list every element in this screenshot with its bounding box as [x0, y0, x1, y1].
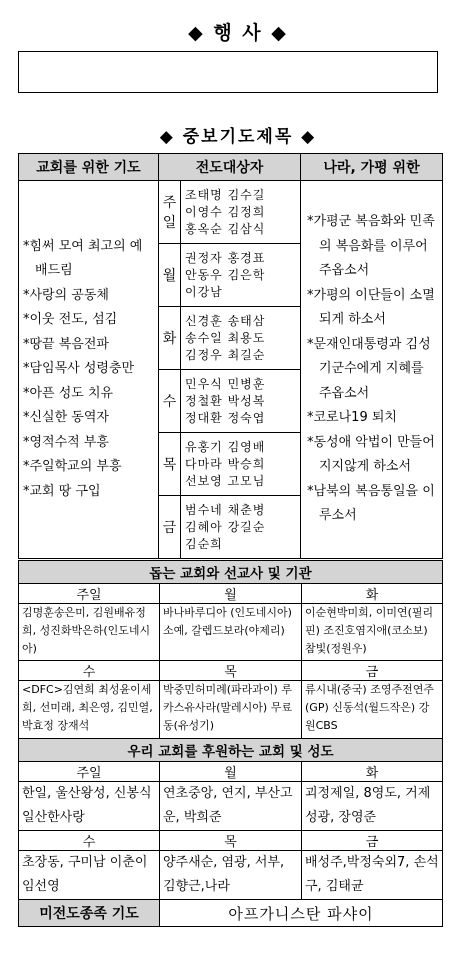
header-nation: 나라, 가평 위한 — [301, 154, 443, 181]
evangelism-day: 월 — [159, 244, 181, 307]
unreached-label: 미전도종족 기도 — [19, 900, 160, 927]
church-item: *교회 땅 구입 — [23, 483, 101, 499]
church-item: *담임목사 성령충만 — [23, 361, 135, 377]
missions-entry: 류시내(중국) 조영주전연주(GP) 신동석(월드작은) 강원CBS — [302, 681, 443, 739]
prayer-title: ◆ 중보기도제목 ◆ — [159, 127, 317, 147]
nation-item: *동성애 악법이 만들어 지지않게 하소서 — [307, 434, 435, 475]
supporters-day: 주일 — [19, 762, 160, 782]
supporters-day: 금 — [302, 831, 443, 851]
nation-item: *가평의 이단들이 소멸되게 하소서 — [307, 287, 435, 328]
church-item: *신실한 동역자 — [23, 410, 109, 426]
prayer-table — [18, 153, 443, 559]
church-item: *영적수적 부흥 — [23, 434, 109, 450]
church-item: *힘써 모여 최고의 예배드림 — [23, 238, 143, 279]
church-item: *땅끝 복음전파 — [23, 336, 109, 352]
evangelism-names — [181, 496, 301, 559]
name-line: 다마라 박승희 — [185, 456, 266, 471]
nation-item: *문재인대통령과 김성기군수에게 지혜를 주옵소서 — [307, 336, 431, 401]
evangelism-names — [181, 244, 301, 307]
supporters-entry: 연초중앙, 연지, 부산고운, 박희준 — [160, 782, 302, 831]
missions-entry: 이순현박미희, 이미연(필리핀) 조진호염지애(코소보) 참빛(정원우) — [302, 604, 443, 661]
nation-item: *가평군 복음화와 민족의 복음화를 이루어 주옵소서 — [307, 214, 435, 279]
name-line: 이영수 김정희 — [185, 204, 266, 219]
missions-day: 화 — [302, 584, 443, 604]
church-item: *이웃 전도, 섬김 — [23, 312, 118, 328]
missions-day: 목 — [160, 661, 302, 681]
nation-prayer-list — [301, 181, 443, 559]
name-line: 정철환 박성복 — [185, 393, 266, 408]
supporters-day: 수 — [19, 831, 160, 851]
supporters-entry: 한일, 울산왕성, 신봉식 일산한사랑 — [19, 782, 160, 831]
evangelism-day: 화 — [159, 307, 181, 370]
missions-entry: 바나바루디아 (인도네시아) 소예, 갈렙드보라(야제리) — [160, 604, 302, 661]
events-box — [18, 51, 438, 93]
missions-day: 금 — [302, 661, 443, 681]
evangelism-names — [181, 433, 301, 496]
supporters-day: 목 — [160, 831, 302, 851]
missions-title: 돕는 교회와 선교사 및 기관 — [19, 561, 443, 584]
evangelism-day: 목 — [159, 433, 181, 496]
unreached-value: 아프가니스탄 파샤이 — [160, 900, 443, 927]
events-title: ◆ 행 사 ◆ — [188, 22, 288, 44]
supporters-entry: 초장동, 구미남 이춘이 임선영 — [19, 851, 160, 900]
name-line: 민우식 민병훈 — [185, 376, 266, 391]
header-evangelism: 전도대상자 — [159, 154, 301, 181]
name-line: 선보영 고모님 — [185, 473, 266, 488]
missions-day: 월 — [160, 584, 302, 604]
missions-table — [18, 560, 443, 927]
name-line: 김정우 최길순 — [185, 347, 266, 362]
evangelism-names — [181, 307, 301, 370]
missions-entry: 김명훈송은미, 김원배유정희, 성진화박은하(인도네시아) — [19, 604, 160, 661]
supporters-title: 우리 교회를 후원하는 교회 및 성도 — [19, 739, 443, 762]
header-church: 교회를 위한 기도 — [19, 154, 159, 181]
name-line: 김혜아 강길순 — [185, 519, 266, 534]
missions-entry: 박중민허미례(파라과이) 루카스유사라(말레시아) 무료동(유성기) — [160, 681, 302, 739]
name-line: 안동우 김은학 — [185, 267, 266, 282]
name-line: 송수일 최용도 — [185, 330, 266, 345]
evangelism-day: 금 — [159, 496, 181, 559]
name-line: 홍옥순 김삼식 — [185, 221, 266, 236]
supporters-day: 월 — [160, 762, 302, 782]
missions-day: 수 — [19, 661, 160, 681]
supporters-entry: 괴정제일, 8영도, 거제성광, 장영준 — [302, 782, 443, 831]
church-item: *사랑의 공동체 — [23, 287, 109, 303]
evangelism-day: 수 — [159, 370, 181, 433]
evangelism-day: 주일 — [159, 181, 181, 244]
supporters-day: 화 — [302, 762, 443, 782]
supporters-entry: 양주새순, 염광, 서부, 김향근,나라 — [160, 851, 302, 900]
supporters-entry: 배성주,박정숙외7, 손석구, 김태균 — [302, 851, 443, 900]
missions-day: 주일 — [19, 584, 160, 604]
name-line: 권정자 홍경표 — [185, 250, 266, 265]
missions-entry: <DFC>김연희 최성윤이세희, 선미래, 최은영, 김민열, 박효정 장재석 — [19, 681, 160, 739]
name-line: 유홍기 김영배 — [185, 439, 266, 454]
nation-item: *남북의 복음통일을 이루소서 — [307, 483, 435, 524]
name-line: 김순희 — [185, 536, 223, 551]
nation-item: *코로나19 퇴치 — [307, 410, 397, 426]
name-line: 범수네 채춘병 — [185, 502, 266, 517]
church-prayer-list — [19, 181, 159, 559]
name-line: 정대환 정숙엽 — [185, 410, 266, 425]
name-line: 이강남 — [185, 284, 223, 299]
evangelism-names — [181, 370, 301, 433]
church-item: *아픈 성도 치유 — [23, 385, 114, 401]
church-item: *주일학교의 부흥 — [23, 459, 122, 475]
evangelism-names — [181, 181, 301, 244]
name-line: 조태명 김수길 — [185, 187, 266, 202]
name-line: 신경훈 송태삼 — [185, 313, 266, 328]
